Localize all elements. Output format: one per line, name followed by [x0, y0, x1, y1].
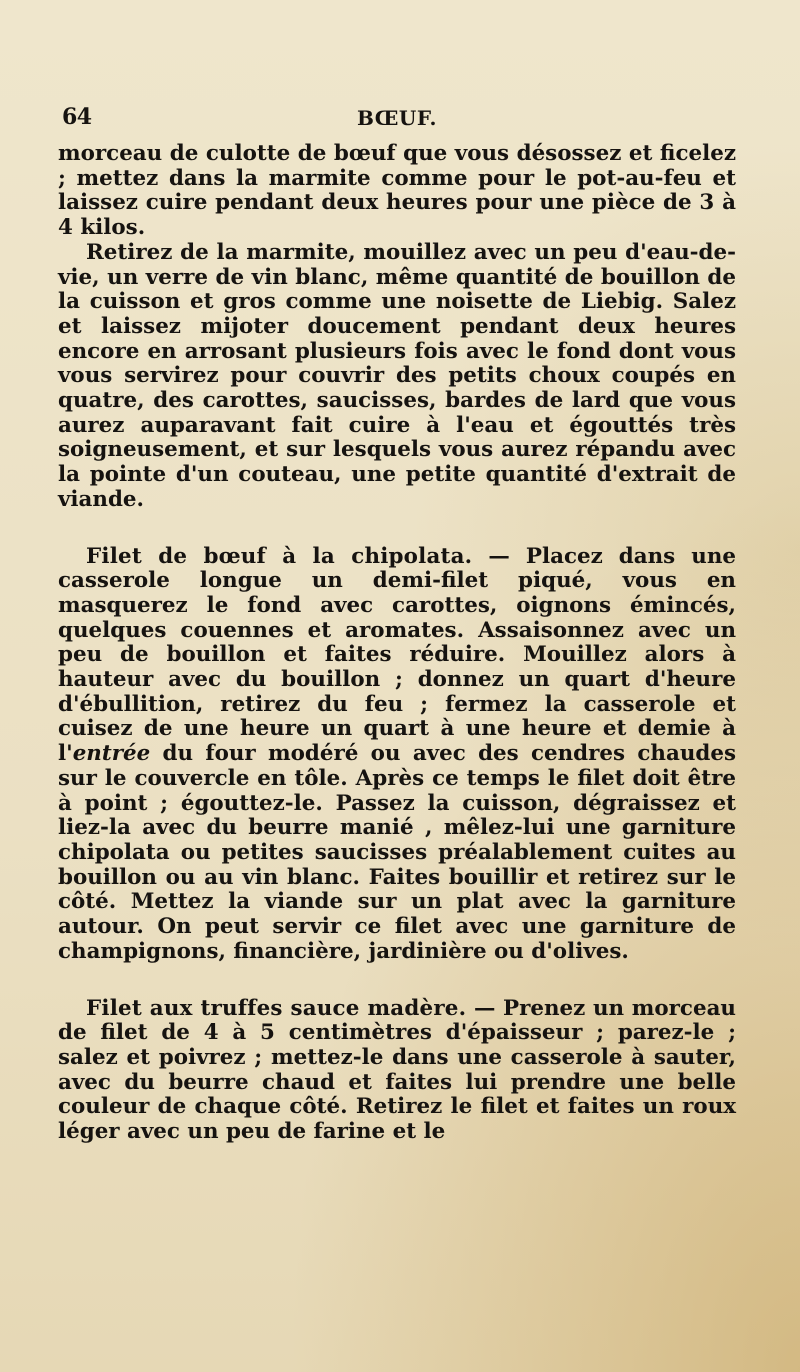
paragraph-text: Retirez de la marmite, mouillez avec un peu d'eau-de-vie, un verre de vin blanc, même quantité de bouillon de la cuisson et gros comme une noisette de Liebig. Salez et laissez mijoter doucement pendant deux heures encore en arrosant plusieurs fois avec le fond dont vous vous servirez pour couvrir des petits choux coupés en quatre, des carottes, saucisses, bardes de lard que vous aurez auparavant fait cuire à l'eau et égouttés très soigneusement, et sur lesquels vous aurez répandu avec la pointe d'un couteau, une petite quantité d'extrait de viande.: [58, 239, 736, 512]
paragraph-text: morceau de culotte de bœuf que vous désossez et ficelez ; mettez dans la marmite comme pour le pot-au-feu et laissez cuire pendant deux heures pour une pièce de 3 à 4 kilos.: [58, 141, 736, 241]
recipe-title: Filet aux truffes sauce madère.: [86, 995, 467, 1021]
paragraph-text: du four modéré ou avec des cendres chaudes sur le couvercle en tôle. Après ce temps le filet doit être à point ; égouttez-le. Passez la cuisson, dégraissez et liez-la avec du beurre manié , mêlez-lui une garniture chipolata ou petites saucisses préalablement cuites au bouillon ou au vin blanc. Faites bouillir et retirez sur le côté. Mettez la viande sur un plat avec la garniture autour. On peut servir ce filet avec une garniture de champignons, financière, jardinière ou d'olives.: [58, 741, 736, 964]
recipe-filet-chipolata: [58, 545, 736, 965]
paragraph-continuation: [58, 142, 736, 241]
recipe-filet-truffes: [58, 997, 736, 1145]
paragraph-braising: [58, 241, 736, 513]
running-title: BŒUF.: [357, 106, 437, 130]
recipe-title: Filet de bœuf à la chipolata.: [86, 543, 473, 569]
running-head: [58, 92, 736, 128]
paragraph-text: — Prenez un morceau de filet de 4 à 5 centimètres d'épaisseur ; parez-le ; salez et poivrez ; mettez-le dans une casserole à sauter, avec du beurre chaud et faites lui prendre une belle couleur de chaque côté. Retirez le filet et faites un roux léger avec un peu de farine et le: [58, 995, 736, 1145]
italic-term: entrée: [72, 741, 151, 767]
book-page: [58, 92, 736, 1145]
paragraph-text: — Placez dans une casserole longue un demi-filet piqué, vous en masquerez le fond avec carottes, oignons émincés, quelques couennes et aromates. Assaisonnez avec un peu de bouillon et faites réduire. Mouillez alors à hauteur avec du bouillon ; donnez un quart d'heure d'ébullition, retirez du feu ; fermez la casserole et cuisez de une heure un quart à une heure et demie à l': [58, 543, 736, 767]
page-number: 64: [62, 104, 92, 130]
